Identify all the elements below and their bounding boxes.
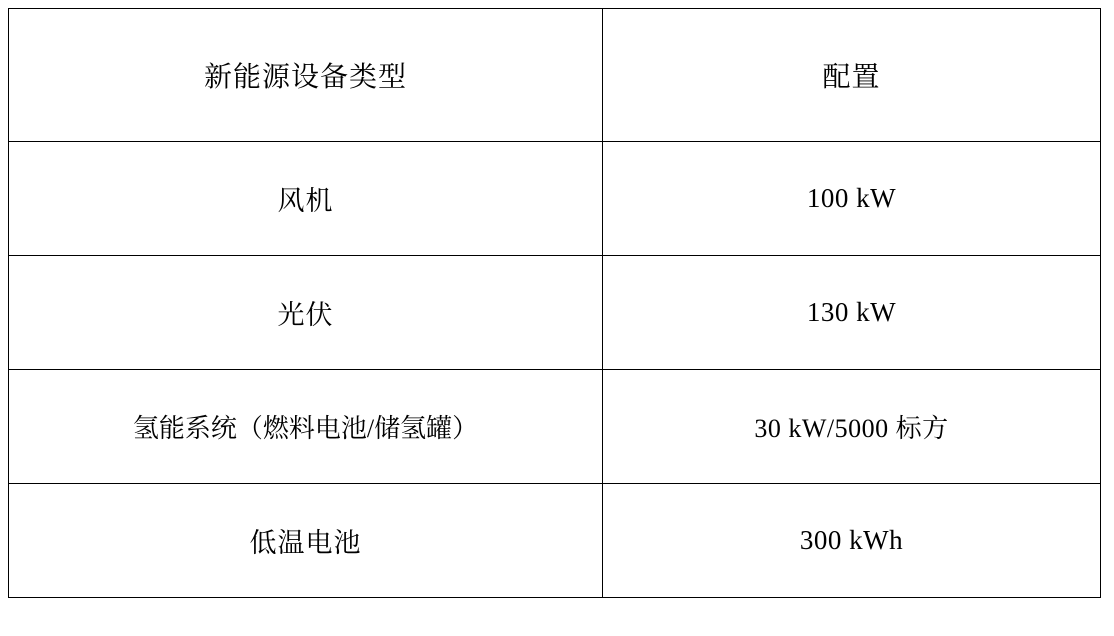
cell-equipment-type: 光伏	[9, 256, 603, 370]
column-header-configuration: 配置	[603, 9, 1101, 142]
cell-equipment-type: 低温电池	[9, 484, 603, 598]
table-row	[9, 256, 1101, 370]
table-row	[9, 484, 1101, 598]
table-row	[9, 142, 1101, 256]
cell-equipment-type: 风机	[9, 142, 603, 256]
new-energy-equipment-table	[8, 8, 1101, 598]
cell-configuration: 30 kW/5000 标方	[603, 370, 1101, 484]
table-row	[9, 370, 1101, 484]
cell-configuration: 300 kWh	[603, 484, 1101, 598]
table-header-row	[9, 9, 1101, 142]
column-header-equipment-type: 新能源设备类型	[9, 9, 603, 142]
cell-configuration: 130 kW	[603, 256, 1101, 370]
cell-configuration: 100 kW	[603, 142, 1101, 256]
cell-equipment-type: 氢能系统（燃料电池/储氢罐）	[9, 370, 603, 484]
